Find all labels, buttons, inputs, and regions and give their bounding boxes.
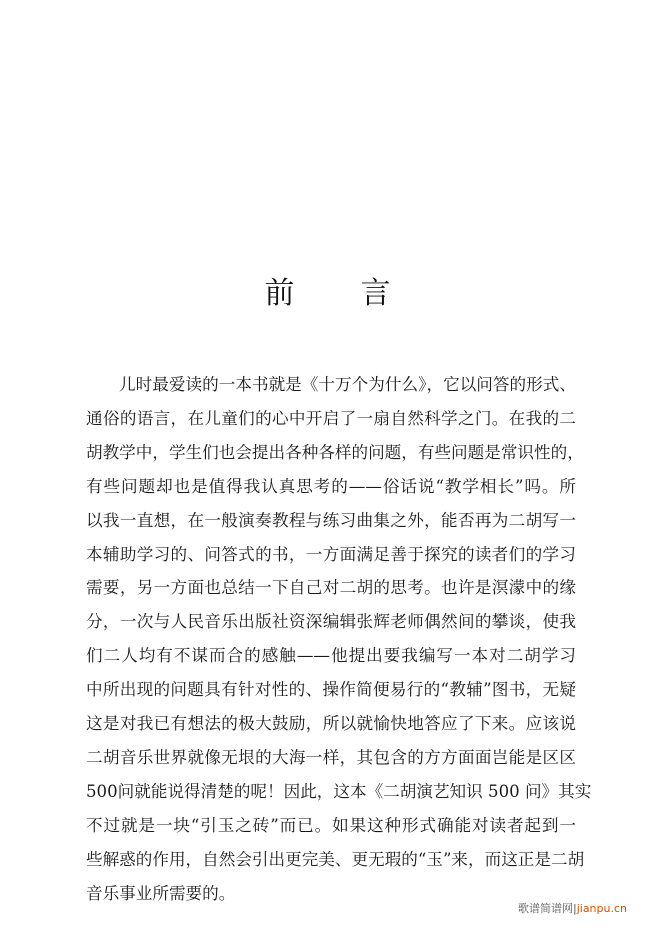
paragraph-line: 二胡音乐世界就像无垠的大海一样，其包含的方方面面岂能是区区 bbox=[86, 747, 576, 767]
paragraph-line: 有些问题却也是值得我认真思考的——俗话说“教学相长”吗。所 bbox=[86, 476, 576, 496]
watermark-cn: 歌谱简谱网 bbox=[517, 902, 573, 915]
paragraph-line: 需要，另一方面也总结一下自己对二胡的思考。也许是溟濛中的缘 bbox=[86, 578, 576, 598]
watermark-site: jianpu.cn bbox=[576, 902, 627, 915]
watermark-separator: | bbox=[572, 902, 577, 915]
paragraph-line: 500问就能说得清楚的呢！因此，这本《二胡演艺知识 500 问》其实 bbox=[86, 781, 592, 801]
paragraph-line: 胡教学中，学生们也会提出各种各样的问题，有些问题是常识性的， bbox=[86, 442, 584, 462]
preface-paragraph bbox=[86, 368, 592, 911]
paragraph-line: 们二人均有不谋而合的感触——他提出要我编写一本对二胡学习 bbox=[86, 646, 576, 666]
paragraph-line: 些解惑的作用，自然会引出更完美、更无瑕的“玉”来，而这正是二胡 bbox=[86, 849, 585, 869]
site-watermark bbox=[518, 900, 627, 916]
paragraph-line: 以我一直想，在一般演奏教程与练习曲集之外，能否再为二胡写一 bbox=[86, 510, 576, 530]
paragraph-line: 不过就是一块“引玉之砖”而已。如果这种形式确能对读者起到一 bbox=[86, 815, 576, 835]
title-char: 言 bbox=[360, 276, 391, 311]
title-char: 前 bbox=[264, 276, 295, 311]
paragraph-line: 这是对我已有想法的极大鼓励，所以就愉快地答应了下来。应该说 bbox=[86, 714, 576, 734]
paragraph-line: 本辅助学习的、问答式的书，一方面满足善于探究的读者们的学习 bbox=[86, 544, 576, 564]
paragraph-line: 音乐事业所需要的。 bbox=[86, 883, 236, 903]
paragraph-line: 中所出现的问题具有针对性的、操作简便易行的“教辅”图书，无疑 bbox=[86, 680, 576, 700]
paragraph-line: 儿时最爱读的一本书就是《十万个为什么》，它以问答的形式、 bbox=[119, 375, 576, 394]
paragraph-line: 分，一次与人民音乐出版社资深编辑张辉老师偶然间的攀谈，使我 bbox=[86, 612, 576, 632]
paragraph-line: 通俗的语言，在儿童们的心中开启了一扇自然科学之门。在我的二 bbox=[86, 408, 576, 428]
page-title bbox=[0, 274, 655, 314]
